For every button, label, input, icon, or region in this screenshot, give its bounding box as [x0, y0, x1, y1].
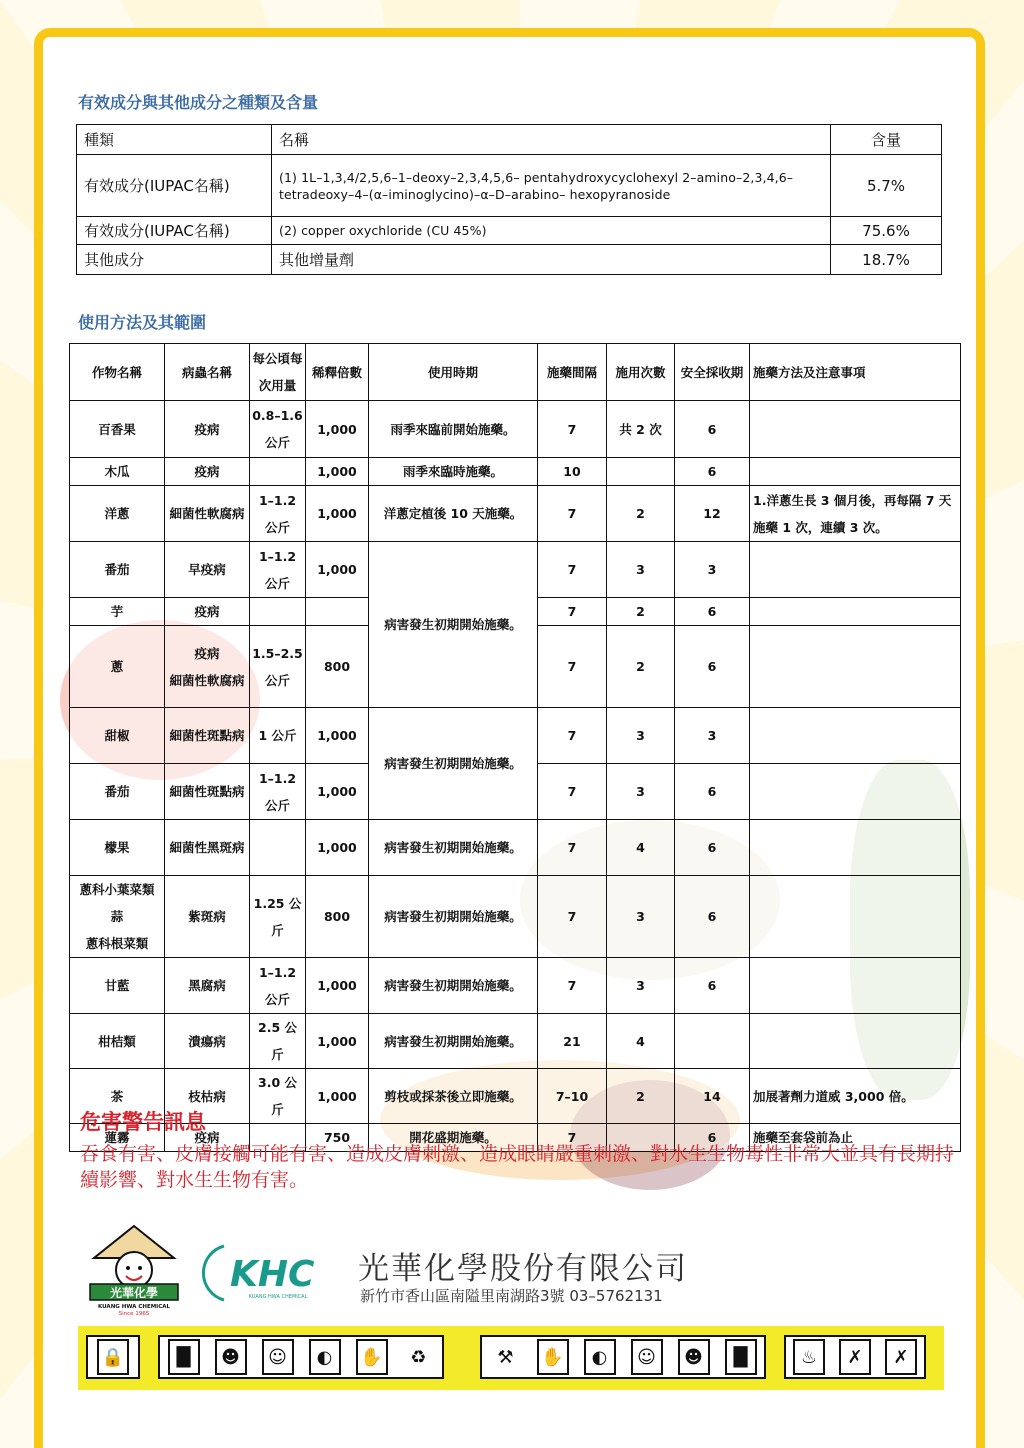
cell-note: [750, 458, 961, 486]
cell-note: [750, 598, 961, 626]
gloves-icon: ✋: [356, 1339, 388, 1375]
warning-title: 危害警告訊息: [80, 1110, 206, 1134]
cell-dilution: 1,000: [306, 1014, 369, 1069]
cell-dose: [250, 820, 306, 876]
header-interval: 施藥間隔: [538, 344, 607, 401]
cell-timing: 剪枝或採茶後立即施藥。: [369, 1069, 538, 1124]
cell-dose: 1–1.2 公斤: [250, 486, 306, 542]
harmful-to-animals-icon: ✗: [839, 1339, 871, 1375]
cell-note: [750, 542, 961, 598]
measuring-icon: ♻: [410, 1346, 427, 1368]
table-row: [70, 820, 961, 876]
pictogram-group-handling: [158, 1335, 444, 1379]
cell-pest: 細菌性黑斑病: [165, 820, 250, 876]
table-row: [77, 245, 942, 275]
table-row: [70, 958, 961, 1014]
gloves-icon: ✋: [537, 1339, 569, 1375]
cell-dose: 1 公斤: [250, 708, 306, 764]
cell-times: 3: [607, 958, 675, 1014]
cell-dilution: [306, 598, 369, 626]
usage-table: [69, 343, 961, 1152]
harmful-to-fish-icon: ✗: [885, 1339, 917, 1375]
cell-dose: 2.5 公斤: [250, 1014, 306, 1069]
pictogram-group-storage: [86, 1335, 140, 1379]
khc-logo-subtext: KUANG HWA CHEMICAL: [248, 1294, 308, 1300]
cell-dilution: 750: [306, 1124, 369, 1152]
ingredients-table: [76, 124, 942, 275]
mask-icon: ☺: [262, 1339, 294, 1375]
cell-harvest: 6: [675, 401, 750, 458]
cell-note: [750, 820, 961, 876]
header-harvest: 安全採收期: [675, 344, 750, 401]
table-row: [77, 155, 942, 217]
cell-dose: 1–1.2 公斤: [250, 958, 306, 1014]
coverall-icon: ☻: [678, 1339, 710, 1375]
header-timing: 使用時期: [369, 344, 538, 401]
cell-crop: 蓮霧: [70, 1124, 165, 1152]
cell-timing: 洋蔥定植後 10 天施藥。: [369, 486, 538, 542]
cell-crop: 柑桔類: [70, 1014, 165, 1069]
header-times: 施用次數: [607, 344, 675, 401]
cell-timing: 雨季來臨時施藥。: [369, 458, 538, 486]
cell-pest: 黑腐病: [165, 958, 250, 1014]
cell-timing: 病害發生初期開始施藥。: [369, 1014, 538, 1069]
cell-pest: 疫病: [165, 598, 250, 626]
ingredient-name: (2) copper oxychloride (CU 45%): [272, 217, 831, 245]
cell-pest: 細菌性斑點病: [165, 764, 250, 820]
ingredient-type: 有效成分(IUPAC名稱): [77, 217, 272, 245]
cell-dilution: 800: [306, 626, 369, 708]
cell-harvest: 14: [675, 1069, 750, 1124]
table-row: [70, 1014, 961, 1069]
cell-harvest: 6: [675, 820, 750, 876]
mask-icon: ☺: [631, 1339, 663, 1375]
cell-note: [750, 708, 961, 764]
cell-interval: 7: [538, 958, 607, 1014]
cell-dilution: 1,000: [306, 764, 369, 820]
cell-timing: 病害發生初期開始施藥。: [369, 958, 538, 1014]
cell-pest: 潰瘍病: [165, 1014, 250, 1069]
cell-harvest: [675, 1014, 750, 1069]
cell-note: [750, 401, 961, 458]
cell-crop: 甜椒: [70, 708, 165, 764]
boots-icon: █: [725, 1339, 757, 1375]
cell-pest: 疫病 細菌性軟腐病: [165, 626, 250, 708]
khc-logo: [200, 1242, 352, 1304]
ingredient-name: (1) 1L–1,3,4/2,5,6–1–deoxy–2,3,4,5,6– pentahydroxycyclohexyl 2–amino–2,3,4,6– tetradeoxy–4–(α–iminoglycino)–α–D–arabino– hexopyranoside: [272, 155, 831, 217]
cell-dose: [250, 458, 306, 486]
cell-dose: [250, 598, 306, 626]
cell-interval: 7: [538, 764, 607, 820]
ingredient-amount: 5.7%: [831, 155, 942, 217]
face-shield-icon: ◐: [584, 1339, 616, 1375]
table-row: [70, 876, 961, 958]
cell-pest: 細菌性斑點病: [165, 708, 250, 764]
cell-pest: 疫病: [165, 401, 250, 458]
table-row: [70, 708, 961, 764]
company-address: 新竹市香山區南隘里南湖路3號 03–5762131: [360, 1287, 663, 1305]
cell-dose: 1–1.2 公斤: [250, 764, 306, 820]
cell-pest: 紫斑病: [165, 876, 250, 958]
sprayer-icon: ⚒: [497, 1346, 514, 1368]
cell-dose: 1.5–2.5公斤: [250, 626, 306, 708]
cell-interval: 7: [538, 542, 607, 598]
cell-pest: 細菌性軟腐病: [165, 486, 250, 542]
wash-icon: ♨: [793, 1339, 825, 1375]
cell-harvest: 12: [675, 486, 750, 542]
mascot-since-text: Since 1965: [118, 1311, 150, 1316]
cell-harvest: 6: [675, 458, 750, 486]
mascot-english-text: KUANG HWA CHEMICAL: [97, 1304, 171, 1310]
cell-crop: 蔥: [70, 626, 165, 708]
cell-harvest: 6: [675, 958, 750, 1014]
cell-timing: 病害發生初期開始施藥。: [369, 876, 538, 958]
cell-dose: 3.0 公斤: [250, 1069, 306, 1124]
cell-dilution: 1,000: [306, 486, 369, 542]
header-dilution: 稀釋倍數: [306, 344, 369, 401]
header-note: 施藥方法及注意事項: [750, 344, 961, 401]
cell-interval: 7: [538, 708, 607, 764]
cell-note: 施藥至套袋前為止: [750, 1124, 961, 1152]
cell-times: 4: [607, 1014, 675, 1069]
cell-pest: 早疫病: [165, 542, 250, 598]
cell-note: [750, 958, 961, 1014]
khc-logo-text: KHC: [230, 1254, 315, 1295]
cell-timing: 雨季來臨前開始施藥。: [369, 401, 538, 458]
cell-note: [750, 626, 961, 708]
cell-timing: 病害發生初期開始施藥。: [369, 542, 538, 708]
cell-interval: 7: [538, 626, 607, 708]
cell-times: 2: [607, 598, 675, 626]
cell-times: 2: [607, 1069, 675, 1124]
cell-interval: 10: [538, 458, 607, 486]
cell-crop: 檬果: [70, 820, 165, 876]
cell-timing: 開花盛期施藥。: [369, 1124, 538, 1152]
cell-harvest: 6: [675, 598, 750, 626]
coverall-icon: ☻: [215, 1339, 247, 1375]
cell-harvest: 6: [675, 764, 750, 820]
cell-dilution: 1,000: [306, 458, 369, 486]
cell-timing: 病害發生初期開始施藥。: [369, 708, 538, 820]
cell-interval: 7: [538, 1124, 607, 1152]
cell-times: 2: [607, 486, 675, 542]
cell-crop: 蔥科小葉菜類 蒜 蔥科根菜類: [70, 876, 165, 958]
cell-times: 3: [607, 876, 675, 958]
cell-times: 2: [607, 626, 675, 708]
cell-interval: 7: [538, 486, 607, 542]
cell-interval: 7: [538, 876, 607, 958]
ingredient-amount: 18.7%: [831, 245, 942, 275]
cell-note: [750, 764, 961, 820]
warning-text: 吞食有害、皮膚接觸可能有害、造成皮膚刺激、造成眼睛嚴重刺激、對水生生物毒性非常大並具有長期持續影響、對水生生物有害。: [80, 1143, 955, 1191]
cell-dose: 1.25 公斤: [250, 876, 306, 958]
cell-dilution: 800: [306, 876, 369, 958]
store-locked-icon: 🔒: [97, 1339, 129, 1375]
cell-times: 3: [607, 542, 675, 598]
face-shield-icon: ◐: [309, 1339, 341, 1375]
header-dose: 每公頃每次用量: [250, 344, 306, 401]
table-row: [77, 217, 942, 245]
cell-harvest: 3: [675, 708, 750, 764]
cell-note: 1.洋蔥生長 3 個月後，再每隔 7 天施藥 1 次，連續 3 次。: [750, 486, 961, 542]
cell-crop: 番茄: [70, 542, 165, 598]
ingredient-name: 其他增量劑: [272, 245, 831, 275]
cell-note: [750, 876, 961, 958]
cell-times: 共 2 次: [607, 401, 675, 458]
cell-interval: 7: [538, 820, 607, 876]
ingredients-section-title: 有效成分與其他成分之種類及含量: [78, 93, 319, 112]
table-row: [70, 401, 961, 458]
table-row: [70, 542, 961, 598]
cell-crop: 百香果: [70, 401, 165, 458]
cell-dilution: 1,000: [306, 820, 369, 876]
cell-crop: 木瓜: [70, 458, 165, 486]
header-crop: 作物名稱: [70, 344, 165, 401]
cell-note: [750, 1014, 961, 1069]
pictogram-group-warnings: [784, 1335, 926, 1379]
cell-dilution: 1,000: [306, 542, 369, 598]
cell-interval: 7–10: [538, 1069, 607, 1124]
company-name: 光華化學股份有限公司: [358, 1251, 688, 1287]
ingredient-amount: 75.6%: [831, 217, 942, 245]
cell-timing: 病害發生初期開始施藥。: [369, 820, 538, 876]
cell-harvest: 6: [675, 1124, 750, 1152]
cell-interval: 7: [538, 598, 607, 626]
header-type: 種類: [77, 125, 272, 155]
cell-pest: 疫病: [165, 458, 250, 486]
table-row: [70, 458, 961, 486]
cell-pest: 疫病: [165, 1124, 250, 1152]
mascot-logo: [88, 1224, 180, 1316]
mascot-banner-text: 光華化學: [109, 1286, 159, 1300]
pictogram-group-application: [480, 1335, 766, 1379]
boots-icon: █: [168, 1339, 200, 1375]
usage-section-title: 使用方法及其範圍: [78, 313, 207, 332]
cell-interval: 21: [538, 1014, 607, 1069]
cell-harvest: 6: [675, 876, 750, 958]
cell-times: [607, 458, 675, 486]
table-header-row: [70, 344, 961, 401]
cell-dilution: 1,000: [306, 401, 369, 458]
header-pest: 病蟲名稱: [165, 344, 250, 401]
cell-interval: 7: [538, 401, 607, 458]
cell-crop: 番茄: [70, 764, 165, 820]
cell-crop: 甘藍: [70, 958, 165, 1014]
cell-pest: 枝枯病: [165, 1069, 250, 1124]
cell-dose: 1–1.2 公斤: [250, 542, 306, 598]
cell-harvest: 3: [675, 542, 750, 598]
cell-note: 加展著劑力道威 3,000 倍。: [750, 1069, 961, 1124]
cell-crop: 芋: [70, 598, 165, 626]
ingredient-type: 有效成分(IUPAC名稱): [77, 155, 272, 217]
cell-dose: 0.8–1.6公斤: [250, 401, 306, 458]
cell-crop: 洋蔥: [70, 486, 165, 542]
cell-times: 3: [607, 764, 675, 820]
table-row: [70, 486, 961, 542]
header-amount: 含量: [831, 125, 942, 155]
cell-dilution: 1,000: [306, 708, 369, 764]
header-name: 名稱: [272, 125, 831, 155]
cell-dilution: 1,000: [306, 958, 369, 1014]
cell-dilution: 1,000: [306, 1069, 369, 1124]
table-header-row: [77, 125, 942, 155]
cell-crop: 茶: [70, 1069, 165, 1124]
cell-harvest: 6: [675, 626, 750, 708]
cell-times: 3: [607, 708, 675, 764]
ingredient-type: 其他成分: [77, 245, 272, 275]
cell-times: 4: [607, 820, 675, 876]
